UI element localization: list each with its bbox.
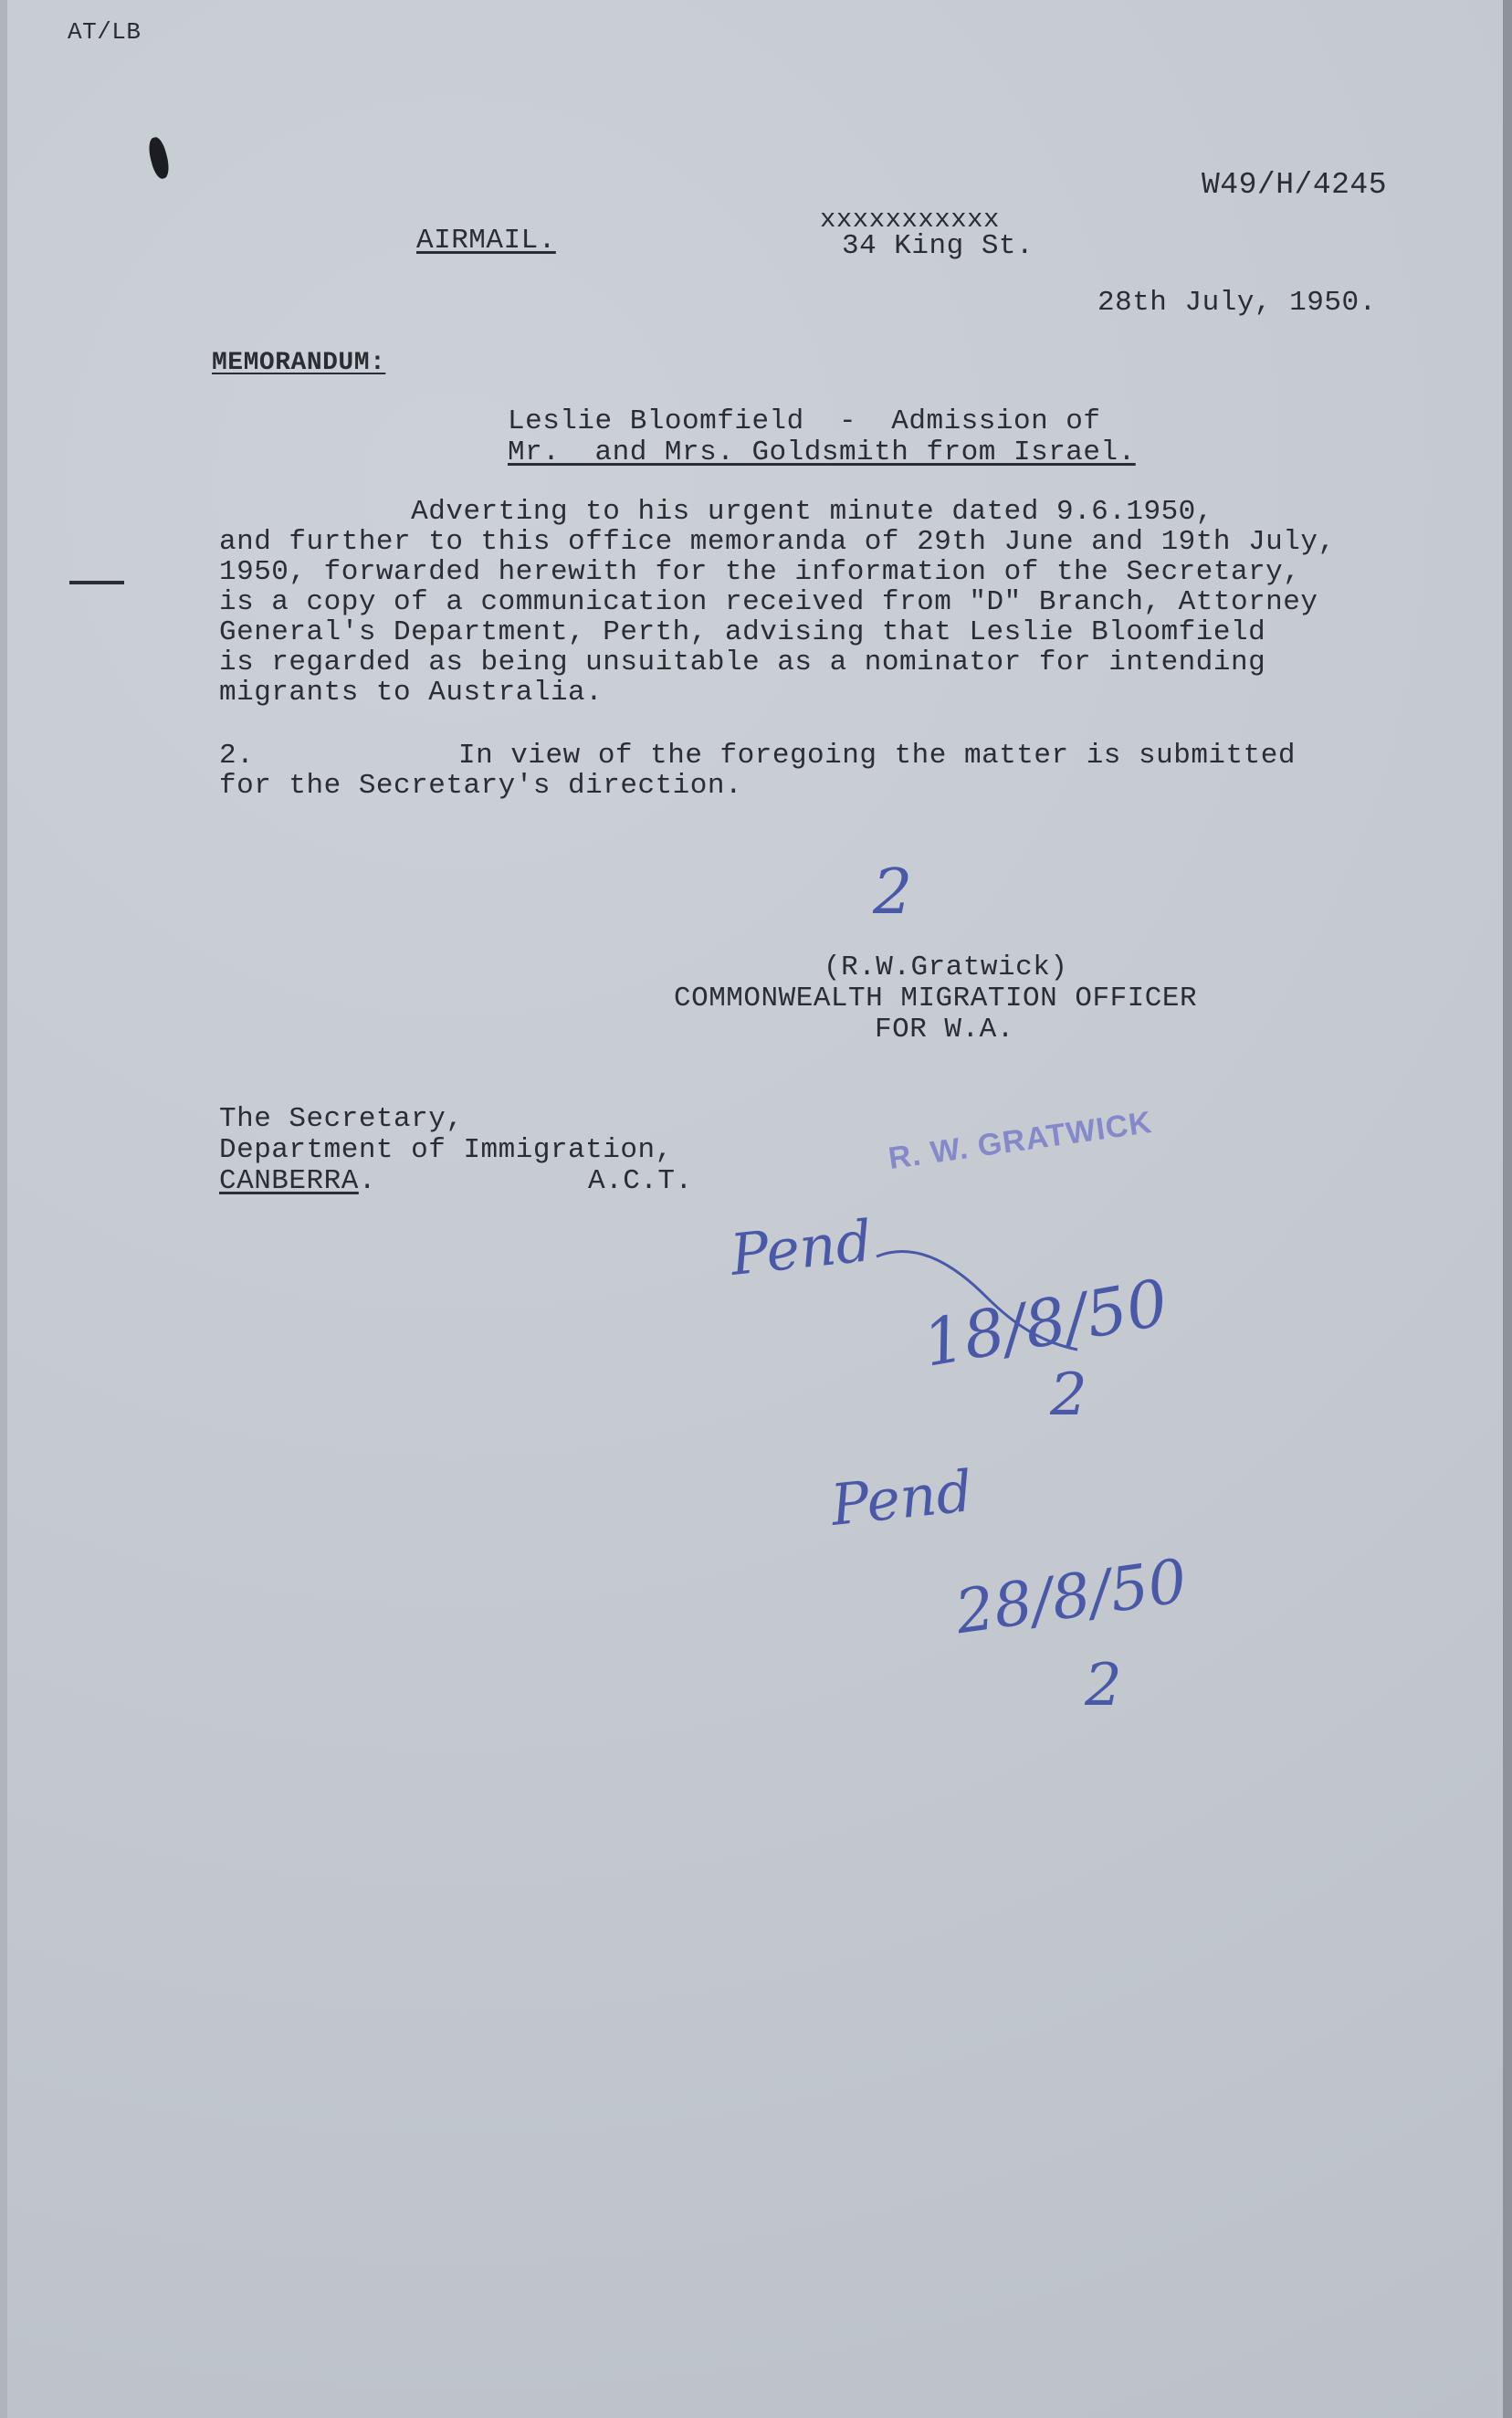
signatory-region: FOR W.A. — [875, 1014, 1014, 1046]
addressee-city: CANBERRA — [219, 1165, 359, 1197]
paragraph-line: In view of the foregoing the matter is submitted — [458, 740, 1296, 772]
struck-address: xxxxxxxxxxx — [820, 205, 1000, 235]
signatory-title: COMMONWEALTH MIGRATION OFFICER — [674, 983, 1198, 1015]
airmail-label: AIRMAIL. — [416, 225, 556, 257]
addressee-line-1: The Secretary, — [219, 1103, 464, 1135]
signatory-name: (R.W.Gratwick) — [824, 951, 1068, 983]
signature-initial: 2 — [873, 857, 913, 929]
addressee-city-suffix: . — [358, 1165, 376, 1197]
handwritten-initial-1: 2 — [1050, 1361, 1087, 1429]
paragraph-line: for the Secretary's direction. — [219, 770, 743, 802]
paragraph-line: is regarded as being unsuitable as a nominator for intending — [219, 647, 1266, 678]
memo-date: 28th July, 1950. — [1097, 287, 1377, 319]
handwritten-pend-1: Pend — [727, 1207, 876, 1288]
paragraph-line: 1950, forwarded herewith for the information of the Secretary, — [219, 556, 1301, 588]
handwritten-date-2: 28/8/50 — [950, 1545, 1192, 1648]
file-reference: W49/H/4245 — [1202, 168, 1388, 202]
paragraph-line: migrants to Australia. — [219, 677, 604, 709]
sender-address: 34 King St. — [842, 230, 1034, 262]
handwritten-initial-2: 2 — [1085, 1652, 1122, 1719]
memo-heading: MEMORANDUM: — [212, 349, 386, 377]
strike-through-stroke — [877, 1251, 1077, 1350]
paragraph-line: Adverting to his urgent minute dated 9.6.1950, — [219, 496, 1213, 528]
addressee-territory: A.C.T. — [588, 1165, 693, 1197]
paragraph-line: and further to this office memoranda of 29th June and 19th July, — [219, 526, 1336, 558]
subject-line-1: Leslie Bloomfield - Admission of — [508, 405, 1101, 437]
paragraph-line: is a copy of a communication received from "D" Branch, Attorney — [219, 586, 1318, 618]
name-stamp: R. W. GRATWICK — [886, 1104, 1155, 1177]
typist-initials: AT/LB — [68, 18, 142, 46]
subject-line-2: Mr. and Mrs. Goldsmith from Israel. — [508, 436, 1136, 468]
paragraph-number: 2. — [219, 740, 255, 772]
handwritten-date-1: 18/8/50 — [917, 1265, 1173, 1382]
addressee-line-2: Department of Immigration, — [219, 1134, 673, 1166]
paragraph-line: General's Department, Perth, advising that Leslie Bloomfield — [219, 616, 1266, 648]
handwritten-pend-2: Pend — [827, 1457, 976, 1539]
